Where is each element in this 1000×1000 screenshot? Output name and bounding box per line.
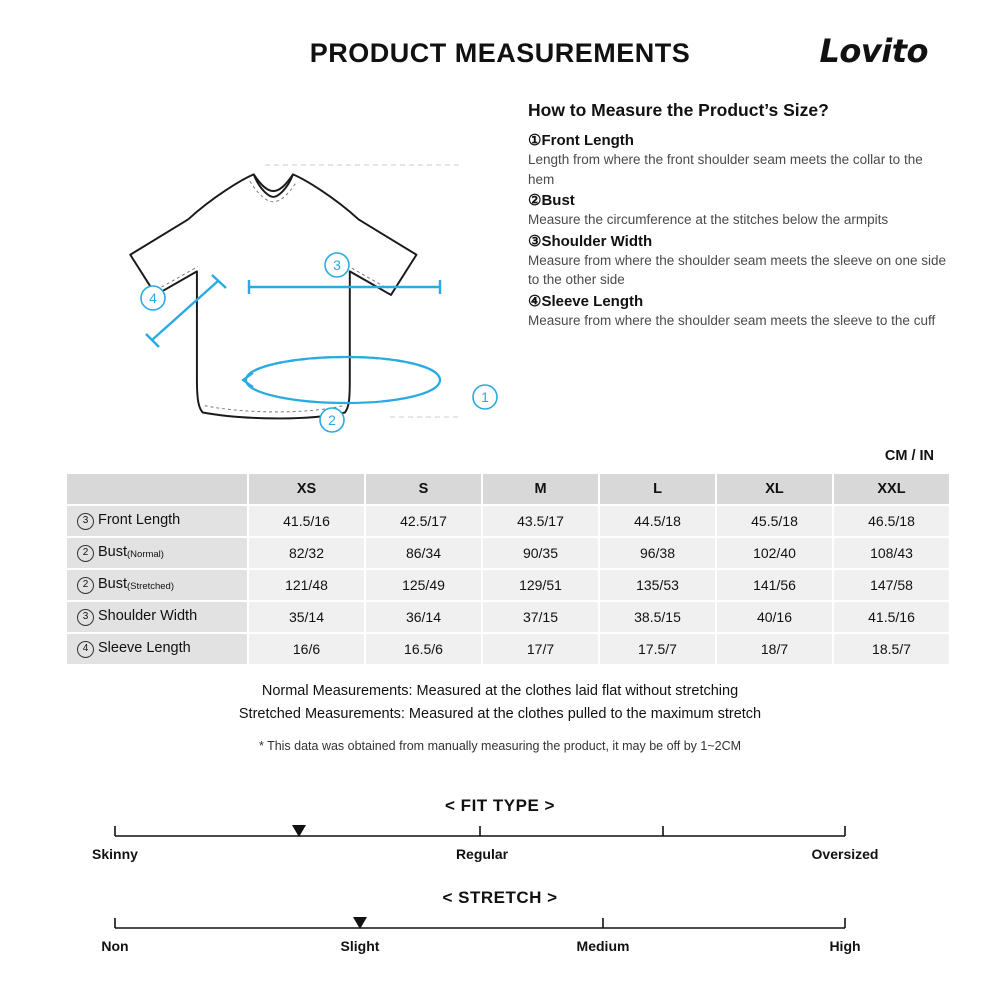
stretch-label-slight: Slight (340, 938, 380, 954)
stretch-title: < STRETCH > (442, 888, 558, 907)
table-cell: 96/38 (600, 538, 715, 568)
howto-term-shoulder-width: ③Shoulder Width (528, 232, 653, 250)
table-rowlabel-bust-stretched: 2 Bust(Stretched) (67, 570, 247, 600)
table-cell: 16/6 (249, 634, 364, 664)
howto-desc-shoulder-width: Measure from where the shoulder seam meets the sleeve on one side to the other side (528, 252, 946, 288)
table-cell: 129/51 (483, 570, 598, 600)
stretch-scale (0, 914, 1000, 941)
table-cell: 141/56 (717, 570, 832, 600)
fit-label-oversized: Oversized (811, 846, 879, 862)
table-cell: 18.5/7 (834, 634, 949, 664)
table-header-row (67, 474, 949, 504)
row-marker-icon: 2 (77, 545, 94, 562)
table-col-xs: XS (249, 474, 364, 504)
table-row (67, 538, 949, 568)
size-chart-table (65, 472, 951, 666)
table-cell: 102/40 (717, 538, 832, 568)
row-marker-icon: 2 (77, 577, 94, 594)
table-cell: 44.5/18 (600, 506, 715, 536)
table-cell: 18/7 (717, 634, 832, 664)
table-row (67, 506, 949, 536)
table-cell: 43.5/17 (483, 506, 598, 536)
measurement-notes (0, 680, 1000, 726)
table-col-s: S (366, 474, 481, 504)
fit-type-scale (0, 822, 1000, 849)
measurement-disclaimer: * This data was obtained from manually measuring the product, it may be off by 1~2CM (258, 739, 742, 753)
howto-term-bust: ②Bust (528, 192, 575, 210)
diagram-marker-3: 3 (333, 257, 341, 273)
table-col-xxl: XXL (834, 474, 949, 504)
stretch-label-non: Non (101, 938, 129, 954)
table-cell: 108/43 (834, 538, 949, 568)
table-cell: 147/58 (834, 570, 949, 600)
note-stretched-measurements: Stretched Measurements: Measured at the clothes pulled to the maximum stretch (238, 706, 762, 723)
table-cell: 86/34 (366, 538, 481, 568)
table-rowlabel-front-length: 3 Front Length (67, 506, 247, 536)
stretch-label-medium: Medium (576, 938, 630, 954)
fit-label-skinny: Skinny (92, 846, 138, 862)
diagram-marker-4: 4 (149, 290, 157, 306)
table-cell: 37/15 (483, 602, 598, 632)
brand-logo: Lovito (819, 32, 928, 70)
table-cell: 125/49 (366, 570, 481, 600)
howto-desc-front-length: Length from where the front shoulder seam meets the collar to the hem (528, 152, 923, 187)
table-row (67, 602, 949, 632)
table-cell: 46.5/18 (834, 506, 949, 536)
stretch-labels (0, 938, 1000, 958)
table-cell: 35/14 (249, 602, 364, 632)
table-cell: 38.5/15 (600, 602, 715, 632)
page-title: PRODUCT MEASUREMENTS (309, 38, 691, 68)
table-cell: 17/7 (483, 634, 598, 664)
table-cell: 45.5/18 (717, 506, 832, 536)
table-cell: 121/48 (249, 570, 364, 600)
howto-desc-bust: Measure the circumference at the stitches below the armpits (528, 212, 889, 228)
diagram-marker-1: 1 (481, 389, 489, 405)
row-marker-icon: 3 (77, 513, 94, 530)
table-col-xl: XL (717, 474, 832, 504)
table-col-m: M (483, 474, 598, 504)
table-cell: 36/14 (366, 602, 481, 632)
how-to-measure-title: How to Measure the Product’s Size? (528, 100, 829, 120)
row-marker-icon: 3 (77, 609, 94, 626)
table-corner-cell (67, 474, 247, 504)
unit-label: CM / IN (884, 448, 934, 464)
row-marker-icon: 4 (77, 641, 94, 658)
table-cell: 90/35 (483, 538, 598, 568)
table-cell: 135/53 (600, 570, 715, 600)
table-cell: 16.5/6 (366, 634, 481, 664)
stretch-label-high: High (829, 938, 861, 954)
table-cell: 41.5/16 (834, 602, 949, 632)
howto-term-sleeve-length: ④Sleeve Length (528, 292, 644, 310)
tshirt-measurement-diagram (60, 95, 510, 435)
table-cell: 82/32 (249, 538, 364, 568)
table-rowlabel-bust-normal: 2 Bust(Normal) (67, 538, 247, 568)
table-row (67, 634, 949, 664)
page-header (0, 0, 1000, 90)
table-cell: 41.5/16 (249, 506, 364, 536)
table-row (67, 570, 949, 600)
table-rowlabel-sleeve-length: 4 Sleeve Length (67, 634, 247, 664)
table-cell: 40/16 (717, 602, 832, 632)
howto-desc-sleeve-length: Measure from where the shoulder seam meets the sleeve to the cuff (528, 312, 936, 328)
howto-term-front-length: ①Front Length (528, 132, 634, 149)
note-normal-measurements: Normal Measurements: Measured at the clothes laid flat without stretching (261, 683, 739, 699)
fit-label-regular: Regular (455, 846, 509, 862)
table-cell: 17.5/7 (600, 634, 715, 664)
table-cell: 42.5/17 (366, 506, 481, 536)
diagram-marker-2: 2 (328, 412, 336, 428)
fit-type-title: < FIT TYPE > (445, 796, 555, 815)
how-to-measure-section (528, 100, 948, 332)
fit-type-labels (0, 846, 1000, 866)
table-col-l: L (600, 474, 715, 504)
table-rowlabel-shoulder-width: 3 Shoulder Width (67, 602, 247, 632)
